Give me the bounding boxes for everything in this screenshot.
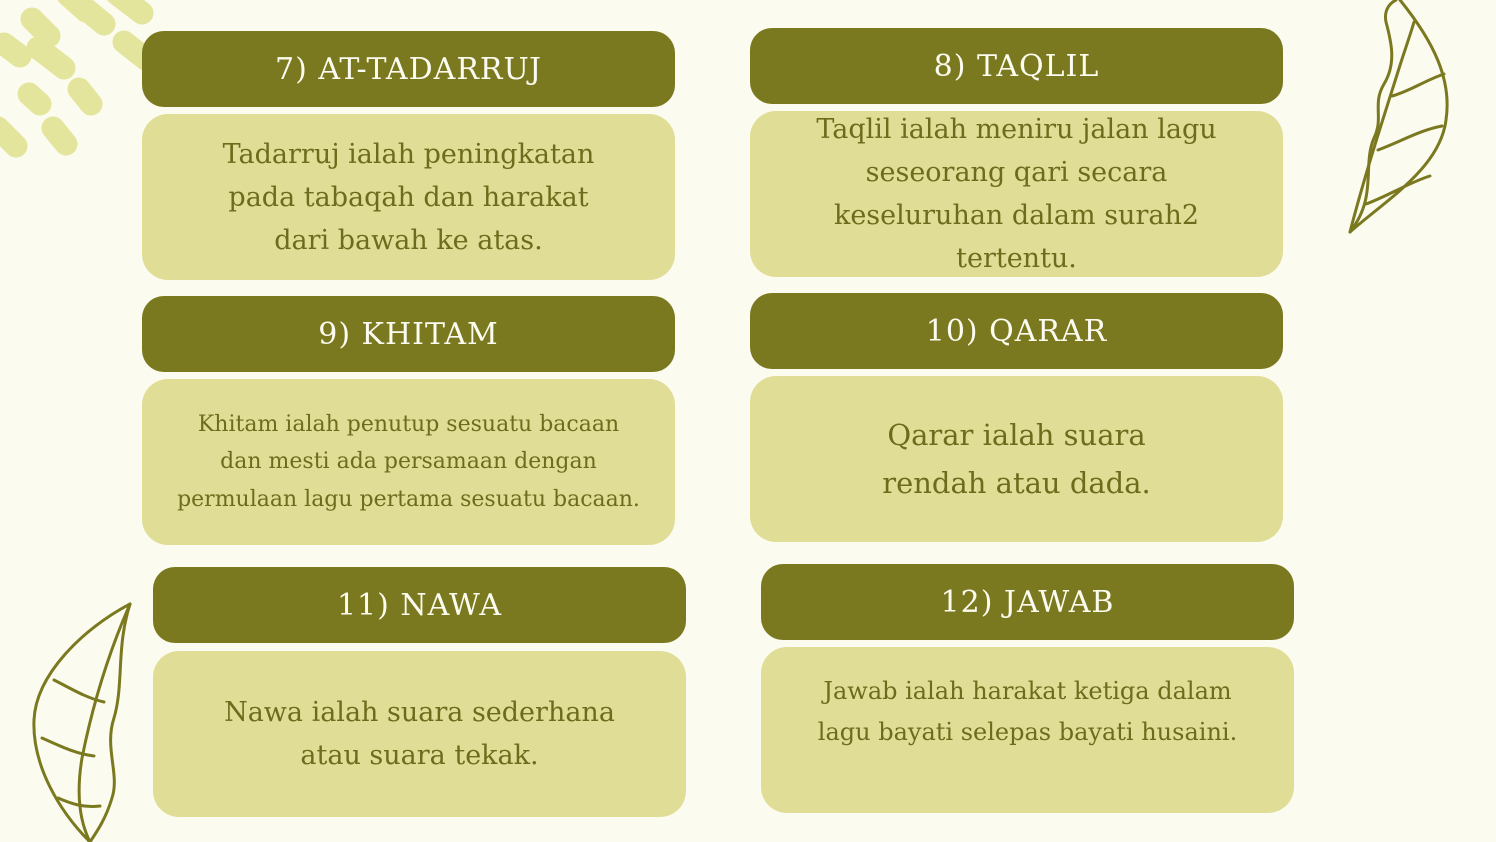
card-text: Taqlil ialah meniru jalan lagu seseorang qari secara keseluruhan dalam surah2 tertentu. xyxy=(816,114,1217,274)
card-text-jawab xyxy=(761,647,1294,813)
card-text-khitam xyxy=(142,379,675,545)
card-text: Jawab ialah harakat ketiga dalam lagu bayati selepas bayati husaini. xyxy=(817,677,1238,746)
card-title-khitam: 9) KHITAM xyxy=(142,296,675,372)
leaf-icon xyxy=(1338,0,1458,240)
card-title-taqlil: 8) TAQLIL xyxy=(750,28,1283,104)
card-title-nawa: 11) NAWA xyxy=(153,567,686,643)
card-text-at-tadarruj xyxy=(142,114,675,280)
card-title-at-tadarruj: 7) AT-TADARRUJ xyxy=(142,31,675,107)
card-text-taqlil xyxy=(750,111,1283,277)
card-text: Nawa ialah suara sederhana atau suara tekak. xyxy=(224,697,615,771)
card-text: Khitam ialah penutup sesuatu bacaan dan mesti ada persamaan dengan permulaan lagu pertama sesuatu bacaan. xyxy=(177,411,640,512)
leaf-icon xyxy=(24,598,144,842)
card-text: Qarar ialah suara rendah atau dada. xyxy=(882,418,1151,500)
card-text-nawa xyxy=(153,651,686,817)
card-title-jawab: 12) JAWAB xyxy=(761,564,1294,640)
card-text: Tadarruj ialah peningkatan pada tabaqah dan harakat dari bawah ke atas. xyxy=(222,138,595,256)
card-text-qarar xyxy=(750,376,1283,542)
card-title-qarar: 10) QARAR xyxy=(750,293,1283,369)
